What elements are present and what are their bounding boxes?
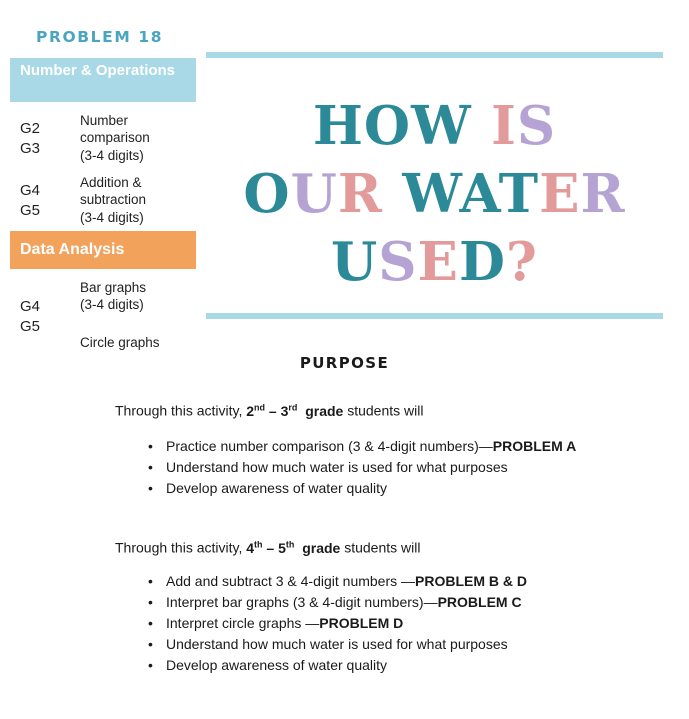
title-segment: D (458, 231, 506, 293)
section-band-number-operations: Number & Operations (10, 58, 196, 102)
grade-word: grade (302, 539, 341, 556)
bullet-item (148, 457, 576, 478)
title-segment: R (580, 163, 626, 225)
title-line (206, 92, 663, 160)
bullet-item (148, 655, 527, 676)
grade-label: G5 (20, 318, 41, 335)
grade-suffix: th (254, 539, 263, 549)
title-segment: E (417, 231, 459, 293)
bullet-text: Understand how much water is used for what purposes (166, 636, 508, 652)
page-title (206, 92, 663, 296)
title-segment: ? (505, 231, 538, 293)
topic-line: Addition & (80, 175, 142, 190)
grade-suffix: rd (288, 402, 298, 412)
bullet-list-grades-4-5 (148, 571, 527, 676)
intro-prefix: Through this activity, (115, 402, 247, 419)
title-segment: O (243, 163, 291, 225)
intro-suffix: students will (340, 539, 421, 556)
problem-label: PROBLEM 18 (36, 28, 164, 46)
title-segment: HOW (312, 95, 472, 157)
dash: – (262, 539, 279, 556)
bullet-item (148, 613, 527, 634)
title-segment: WAT (402, 163, 540, 225)
purpose-heading: PURPOSE (299, 354, 390, 372)
dash: – (265, 402, 281, 419)
problem-reference: PROBLEM B & D (415, 573, 528, 589)
problem-reference: PROBLEM A (492, 438, 577, 454)
problem-reference: PROBLEM D (319, 615, 404, 631)
title-line (206, 160, 663, 228)
title-segment: R (337, 163, 383, 225)
topic-line: comparison (80, 130, 150, 145)
topic-line: (3-4 digits) (80, 297, 144, 312)
bullet-item (148, 592, 527, 613)
bullet-text: Understand how much water is used for what purposes (166, 459, 508, 475)
intro-grades-4-5 (115, 539, 420, 556)
title-segment: S (378, 231, 418, 293)
bullet-item (148, 478, 576, 499)
grade-suffix: th (285, 539, 295, 549)
grade-label: G4 (20, 182, 41, 199)
top-divider (206, 52, 663, 58)
intro-grades-2-3 (115, 402, 423, 419)
title-segment: I (491, 95, 517, 157)
bullet-text: Interpret bar graphs (3 & 4-digit numbers)— (166, 594, 438, 610)
title-segment: S (516, 95, 557, 157)
title-segment: U (331, 231, 379, 293)
grade-number: 4 (246, 539, 255, 556)
intro-prefix: Through this activity, (115, 539, 247, 556)
title-segment (472, 95, 491, 157)
topic-line: (3-4 digits) (80, 148, 144, 163)
bullet-text: Add and subtract 3 & 4-digit numbers — (166, 573, 416, 589)
topic-line: (3-4 digits) (80, 210, 144, 225)
bullet-item (148, 571, 527, 592)
grade-label: G3 (20, 140, 41, 157)
bullet-item (148, 634, 527, 655)
grade-label: G2 (20, 120, 41, 137)
topic-line: Number (80, 113, 129, 128)
topic-line: Circle graphs (80, 335, 160, 350)
grade-label: G5 (20, 202, 41, 219)
bullet-text: Develop awareness of water quality (166, 657, 388, 673)
section-band-data-analysis: Data Analysis (10, 231, 196, 269)
bullet-text: Interpret circle graphs — (166, 615, 320, 631)
grade-number: 5 (278, 539, 286, 556)
problem-reference: PROBLEM C (437, 594, 522, 610)
bullet-item (148, 436, 576, 457)
grade-number: 3 (280, 402, 289, 419)
bullet-text: Practice number comparison (3 & 4-digit numbers)— (166, 438, 493, 454)
bullet-text: Develop awareness of water quality (166, 480, 388, 496)
title-segment: E (539, 163, 581, 225)
grade-suffix: nd (254, 402, 266, 412)
title-line (206, 228, 663, 296)
title-segment: U (290, 163, 338, 225)
bottom-divider (206, 313, 663, 319)
grade-word: grade (305, 402, 344, 419)
topic-line: Bar graphs (80, 280, 147, 295)
grade-number: 2 (246, 402, 255, 419)
topic-line: subtraction (80, 192, 147, 207)
intro-suffix: students will (343, 402, 424, 419)
bullet-list-grades-2-3 (148, 436, 576, 499)
title-segment (383, 163, 402, 225)
grade-label: G4 (20, 298, 41, 315)
